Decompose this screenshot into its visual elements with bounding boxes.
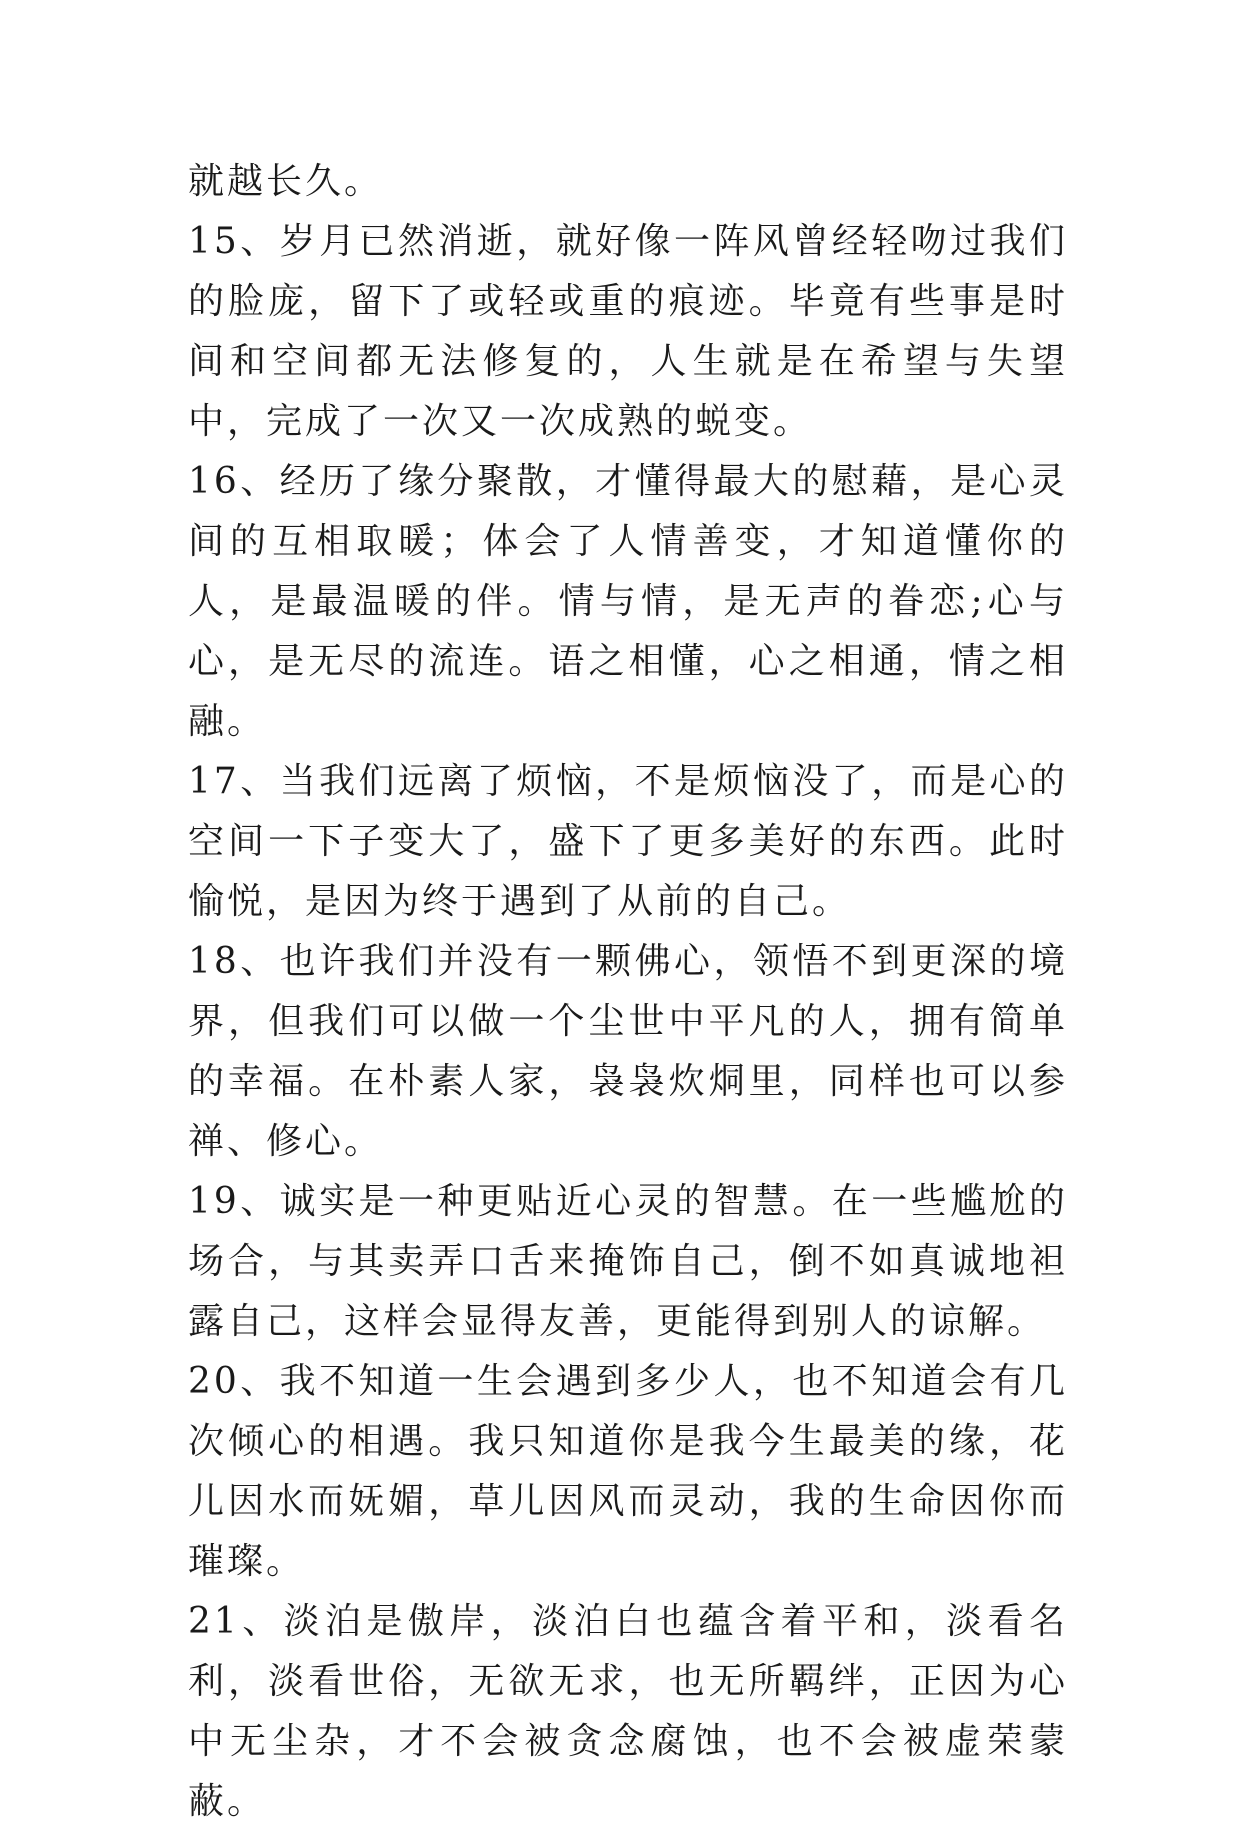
paragraph-16: 16、经历了缘分聚散，才懂得最大的慰藉，是心灵间的互相取暖；体会了人情善变，才知道懂你的人，是最温暖的伴。情与情，是无声的眷恋;心与心，是无尽的流连。语之相懂，心之相通，情之相融。 — [188, 461, 1068, 742]
paragraph-15: 15、岁月已然消逝，就好像一阵风曾经轻吻过我们的脸庞，留下了或轻或重的痕迹。毕竟有些事是时间和空间都无法修复的，人生就是在希望与失望中，完成了一次又一次成熟的蜕变。 — [188, 221, 1068, 442]
paragraph-17: 17、当我们远离了烦恼，不是烦恼没了，而是心的空间一下子变大了，盛下了更多美好的东西。此时愉悦，是因为终于遇到了从前的自己。 — [188, 761, 1068, 922]
paragraph-21: 21、淡泊是傲岸，淡泊白也蕴含着平和，淡看名利，淡看世俗，无欲无求，也无所羁绊，正因为心中无尘杂，才不会被贪念腐蚀，也不会被虚荣蒙蔽。 — [188, 1601, 1068, 1822]
paragraph-20: 20、我不知道一生会遇到多少人，也不知道会有几次倾心的相遇。我只知道你是我今生最美的缘，花儿因水而妩媚，草儿因风而灵动，我的生命因你而璀璨。 — [188, 1361, 1068, 1582]
paragraph-18: 18、也许我们并没有一颗佛心，领悟不到更深的境界，但我们可以做一个尘世中平凡的人，拥有简单的幸福。在朴素人家，袅袅炊烔里，同样也可以参禅、修心。 — [188, 941, 1068, 1162]
paragraph-19: 19、诚实是一种更贴近心灵的智慧。在一些尴尬的场合，与其卖弄口舌来掩饰自己，倒不如真诚地袒露自己，这样会显得友善，更能得到别人的谅解。 — [188, 1181, 1068, 1342]
paragraph-continuation: 就越长久。 — [188, 161, 384, 202]
document-page — [188, 152, 1068, 1832]
